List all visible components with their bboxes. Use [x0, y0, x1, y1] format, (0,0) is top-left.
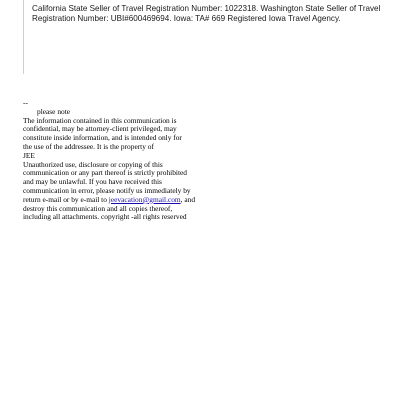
registration-text: California State Seller of Travel Registration Number: 1022318. Washington State Seller of Travel Registration Number: UBI#600469694. Iowa: TA# 669 Registered Iowa Travel Agency. [32, 4, 381, 23]
email-link[interactable]: jeevacation@gmail.com [108, 194, 181, 204]
disclaimer-line: constitute inside information, and is intended only for [23, 133, 182, 143]
disclaimer-line: communication or any part thereof is strictly prohibited [23, 168, 187, 178]
disclaimer-line: Unauthorized use, disclosure or copying of this [23, 159, 163, 169]
signature-separator: -- [23, 98, 28, 107]
disclaimer-line: destroy this communication and all copies thereof, [23, 203, 173, 213]
disclaimer-line: confidential, may be attorney-client privileged, may [23, 124, 177, 134]
disclaimer-line: The information contained in this communication is [23, 115, 177, 125]
email-prefix: return e-mail or by e-mail to [23, 194, 109, 204]
disclaimer-line: the use of the addressee. It is the property of [23, 141, 154, 151]
email-suffix: , and [180, 194, 196, 204]
quoted-text-block [23, 0, 400, 74]
disclaimer-line: communication in error, please notify us immediately by [23, 185, 191, 195]
disclaimer-line: including all attachments. copyright -all rights reserved [23, 212, 187, 222]
email-signature [23, 99, 383, 222]
disclaimer-line: JEE [23, 150, 35, 160]
disclaimer-line: and may be unlawful. If you have received this [23, 177, 162, 187]
note-label: please note [37, 106, 71, 116]
